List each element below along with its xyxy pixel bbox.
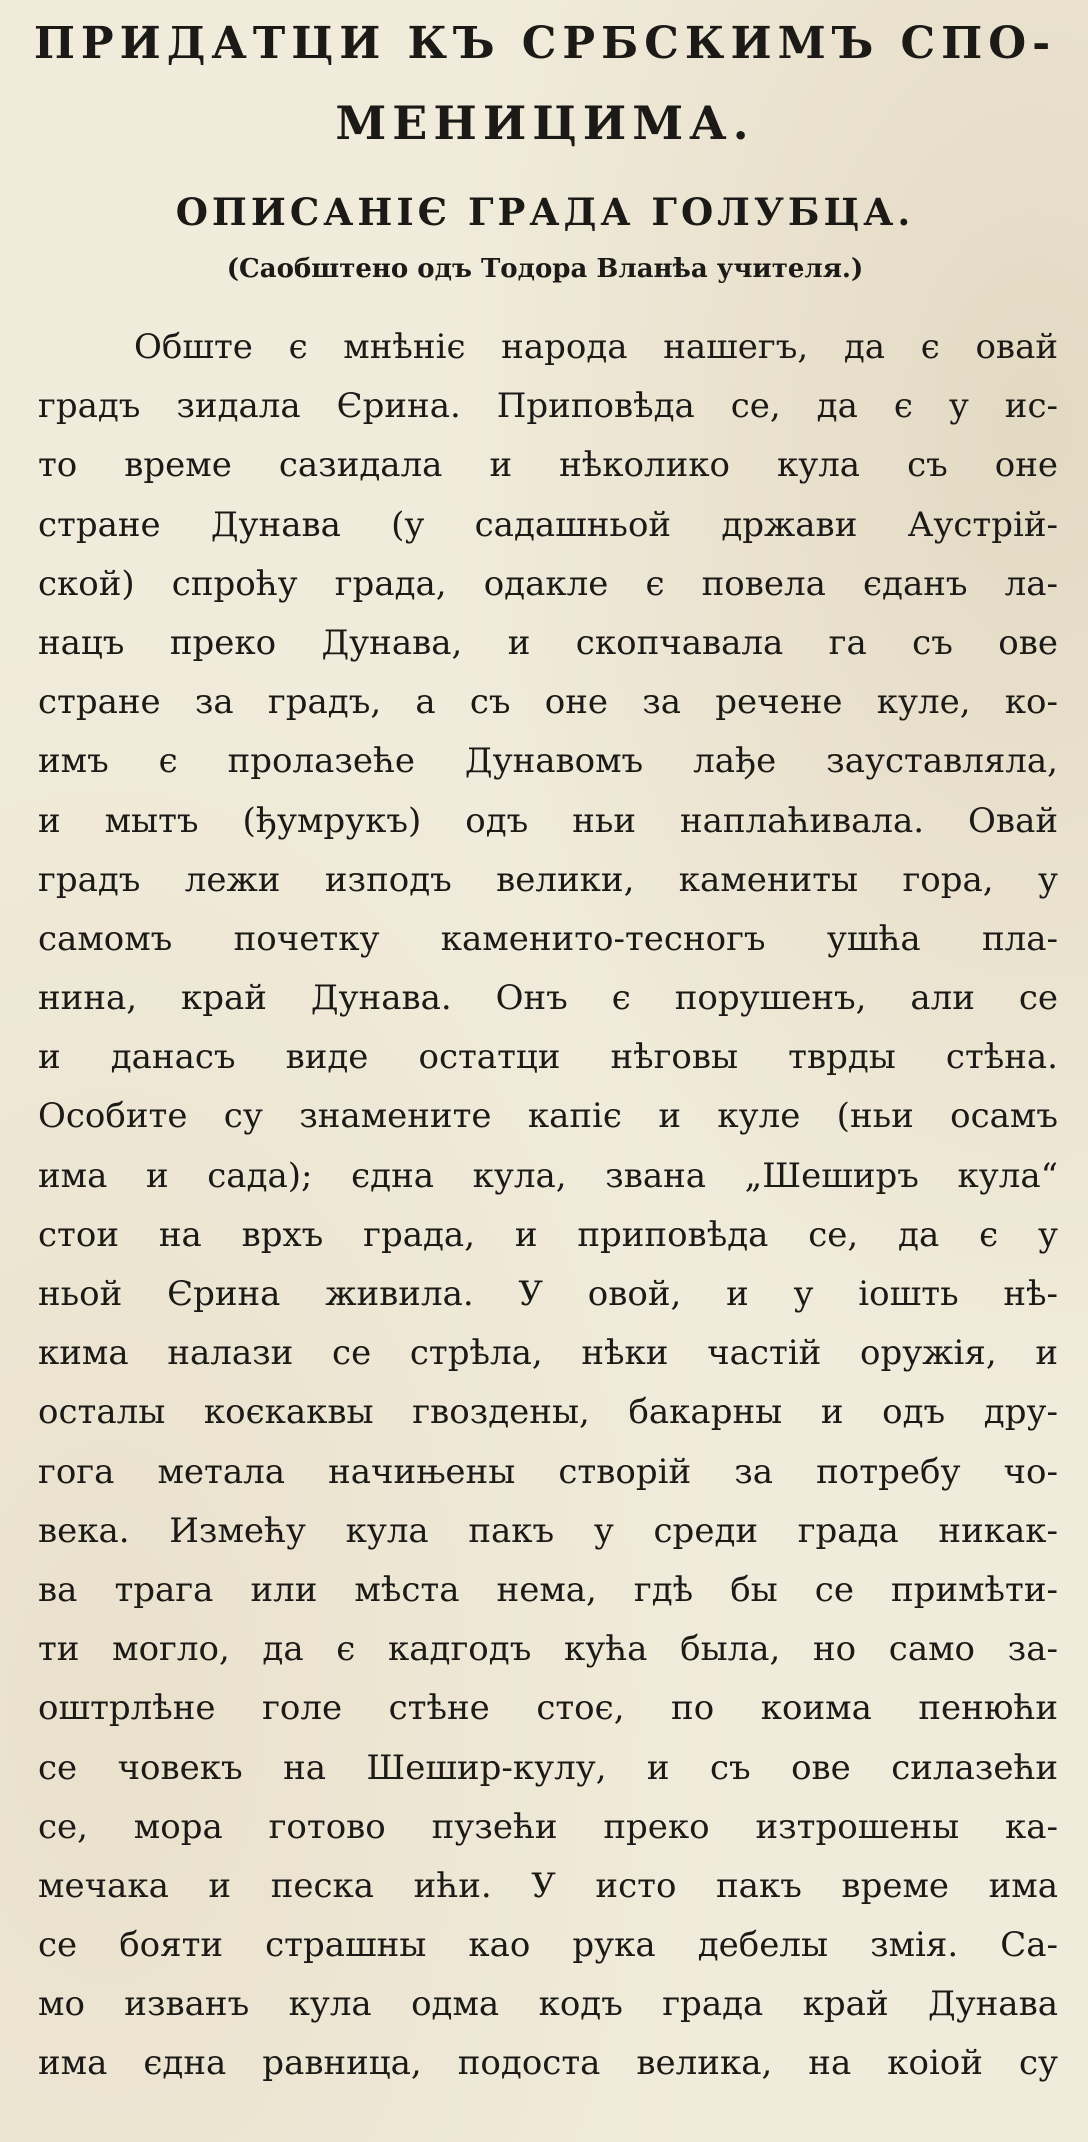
body-line: Обште є мнѣніє народа нашегъ, да є овай	[134, 327, 1058, 367]
body-line: има єдна равница, подоста велика, на коіой су	[38, 2043, 1058, 2084]
body-line: ской) спроћу града, одакле є повела єданъ ла-	[38, 563, 1058, 604]
article-title-line-2: МЕНИЦИМА.	[335, 96, 755, 150]
body-line: се бояти страшны као рука дебелы змія. Са-	[38, 1925, 1058, 1966]
body-line: стране за градъ, а съ оне за речене куле, ко-	[38, 682, 1058, 723]
article-body	[38, 318, 1058, 2094]
body-line: ва трага или мѣста нема, гдѣ бы се примѣти-	[38, 1569, 1058, 1610]
body-line: Особите су знамените капіє и куле (ньи осамъ	[38, 1096, 1058, 1137]
body-line: мо изванъ кула одма кодъ града край Дунава	[38, 1984, 1058, 2025]
body-line: и мытъ (ђумрукъ) одъ ньи наплаћивала. Овай	[38, 800, 1058, 841]
body-line: ти могло, да є кадгодъ кућа была, но само за-	[38, 1629, 1058, 1670]
body-line: то време сазидала и нѣколико кула съ оне	[38, 445, 1058, 486]
body-line: градъ зидала Єрина. Приповѣда се, да є у ис-	[38, 386, 1058, 427]
body-line: се, мора готово пузећи преко изтрошены ка-	[38, 1806, 1058, 1847]
body-line: ньой Єрина живила. У овой, и у іошть нѣ-	[38, 1274, 1058, 1314]
body-line: кима налази се стрѣла, нѣки частій оружія, и	[38, 1333, 1058, 1374]
body-line: и данасъ виде остатци нѣговы тврды стѣна.	[38, 1037, 1058, 1078]
body-line: стои на врхъ града, и приповѣда се, да є у	[38, 1214, 1058, 1255]
body-line: имъ є пролазеће Дунавомъ лађе зауставляла,	[38, 741, 1058, 782]
body-line: оштрлѣне голе стѣне стоє, по коима пенюћи	[38, 1688, 1058, 1729]
body-line: нина, край Дунава. Онъ є порушенъ, али се	[38, 978, 1058, 1019]
body-line: се човекъ на Шешир-кулу, и съ ове силазећи	[38, 1747, 1058, 1788]
body-line: осталы коєкаквы гвоздены, бакарны и одъ дру-	[38, 1392, 1058, 1433]
article-title-line-1: ПРИДАТЦИ КЪ СРБСКИМЪ СПО-	[33, 18, 1057, 69]
article-attribution-note: (Саобштено одъ Тодора Вланѣа учителя.)	[226, 254, 864, 284]
body-line: мечака и песка ићи. У исто пакъ време има	[38, 1865, 1058, 1906]
body-line: стране Дунава (у садашньой држави Аустрій-	[38, 504, 1058, 545]
body-line: гога метала начињены створій за потребу чо-	[38, 1451, 1058, 1492]
body-line: има и сада); єдна кула, звана „Шеширъ кула“	[38, 1155, 1058, 1196]
body-line: градъ лежи изподъ велики, камениты гора, у	[38, 859, 1058, 900]
body-line: самомъ почетку каменито-тесногъ ушћа пла-	[38, 918, 1058, 959]
body-line: нацъ преко Дунава, и скопчавала га съ ове	[38, 622, 1058, 663]
body-line: века. Измећу кула пакъ у среди града никак-	[38, 1510, 1058, 1551]
article-subtitle: ОПИСАНІЄ ГРАДА ГОЛУБЦА.	[175, 190, 915, 234]
